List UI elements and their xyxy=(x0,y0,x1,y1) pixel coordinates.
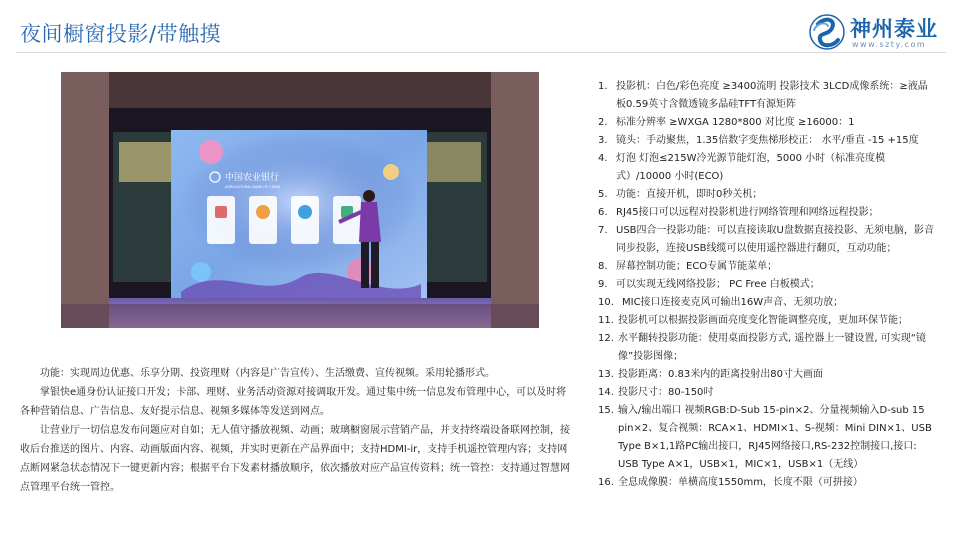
spec-text: 功能：直接开机，即时0秒关机； xyxy=(616,189,763,200)
spec-number: 3. xyxy=(598,135,608,146)
spec-item xyxy=(598,258,934,276)
spec-text: 标准分辨率 ≥WXGA 1280*800 对比度 ≥16000：1 xyxy=(616,117,855,128)
description-paragraph-management: 让营业厅一切信息发布问题应对自如；无人值守播放视频、动画；玻璃橱窗展示营销产品，并支持终端设备联网控制，接收后台推送的图片、内容、动画版面内容、视频，并实时更新在产品界面中；支持HDMI-ir，支持手机遥控管理内容；支持网点断网紧急状态情况下一键更新内容；根据平台下发素材播放顺序，依次播放对应产品宣传资料；统一管控：支持通过智慧网点管理平台统一管控。 xyxy=(20,425,570,493)
spec-number: 5. xyxy=(598,189,608,200)
spec-text: 投影机可以根据投影画面亮度变化智能调整亮度，更加环保节能； xyxy=(618,315,908,326)
spec-item xyxy=(598,222,934,258)
spec-text: 投影机：白色/彩色亮度 ≥3400流明 投影技术 3LCD成像系统：≥液晶板0.59英寸含微透镜多晶硅TFT有源矩阵 xyxy=(616,81,928,110)
description-paragraph-integration: 掌银快e通身份认证接口开发；卡部、理财、业务活动资源对接调取开发。通过集中统一信息发布管理中心，可以及时将各种营销信息、广告信息、友好提示信息、视频多媒体等发送到网点。 xyxy=(20,387,567,417)
spec-text: 输入/输出端口 视频RGB:D-Sub 15-pin×2、分量视频输入D-sub 15 pin×2、复合视频：RCA×1、HDMI×1、S-视频：Mini DIN×1、USB Type B×1,1路PC输出接口，RJ45网络接口,RS-232控制接口,接口: USB Type A×1，USB×1，MIC×1，USB×1（无线） xyxy=(618,405,932,470)
spec-number: 15. xyxy=(598,405,614,416)
spec-number: 13. xyxy=(598,369,614,380)
bank-name-text: 中国农业银行 xyxy=(225,173,280,183)
spec-number: 11. xyxy=(598,315,614,326)
spec-number: 1. xyxy=(598,81,608,92)
spec-item xyxy=(598,132,934,150)
spec-text: 投影尺寸：80-150吋 xyxy=(618,387,714,398)
spec-number: 6. xyxy=(598,207,608,218)
spec-number: 16. xyxy=(598,477,614,488)
logo-swirl-icon xyxy=(808,10,846,54)
spec-number: 8. xyxy=(598,261,608,272)
spec-item xyxy=(598,402,934,474)
spec-number: 9. xyxy=(598,279,608,290)
storefront-photo xyxy=(61,72,539,328)
page-title: 夜间橱窗投影/带触摸 xyxy=(20,22,222,46)
spec-item xyxy=(598,276,934,294)
company-logo xyxy=(808,10,948,54)
bank-name-en-text: AGRICULTURAL BANK OF CHINA xyxy=(225,185,281,189)
spec-item xyxy=(598,114,934,132)
logo-url: www.szty.com xyxy=(852,40,927,49)
spec-item xyxy=(598,312,934,330)
spec-text: RJ45接口可以远程对投影机进行网络管理和网络远程投影； xyxy=(616,207,879,218)
spec-item xyxy=(598,384,934,402)
spec-text: 可以实现无线网络投影； PC Free 白板模式； xyxy=(616,279,820,290)
spec-item xyxy=(598,150,934,186)
spec-item xyxy=(598,294,934,312)
spec-text: MIC接口连接麦克风可输出16W声音、无须功放； xyxy=(622,297,844,308)
spec-text: 全息成像膜：单横高度1550mm，长度不限（可拼接） xyxy=(618,477,863,488)
spec-number: 2. xyxy=(598,117,608,128)
spec-text: 灯泡 灯泡≤215W冷光源节能灯泡，5000 小时（标准亮度模式）/10000 小时(ECO) xyxy=(616,153,886,182)
description-block xyxy=(20,364,572,497)
spec-list xyxy=(598,78,934,492)
title-divider xyxy=(16,52,946,53)
spec-text: 投影距离：0.83米内的距离投射出80寸大画面 xyxy=(618,369,823,380)
spec-text: 水平翻转投影功能：使用桌面投影方式, 遥控器上一键设置, 可实现“镜像”投影图像； xyxy=(618,333,926,362)
logo-name: 神州泰业 xyxy=(850,17,938,41)
spec-text: 屏幕控制功能；ECO专属节能菜单； xyxy=(616,261,778,272)
spec-number: 4. xyxy=(598,153,608,164)
spec-item xyxy=(598,366,934,384)
spec-number: 10. xyxy=(598,297,614,308)
spec-item xyxy=(598,186,934,204)
spec-item xyxy=(598,78,934,114)
description-paragraph-features: 功能：实现周边优惠、乐享分期、投资理财（内容是广告宣传）、生活缴费、宣传视频。采用轮播形式。 xyxy=(40,368,495,379)
spec-text: USB四合一投影功能：可以直接读取U盘数据直接投影、无须电脑，影音同步投影，连接USB线缆可以使用遥控器进行翻页，互动功能； xyxy=(616,225,934,254)
spec-number: 7. xyxy=(598,225,608,236)
spec-number: 12. xyxy=(598,333,614,344)
spec-item xyxy=(598,204,934,222)
spec-number: 14. xyxy=(598,387,614,398)
spec-item xyxy=(598,330,934,366)
spec-item xyxy=(598,474,934,492)
spec-text: 镜头：手动聚焦，1.35倍数字变焦梯形校正： 水平/垂直 -15 +15度 xyxy=(616,135,919,146)
